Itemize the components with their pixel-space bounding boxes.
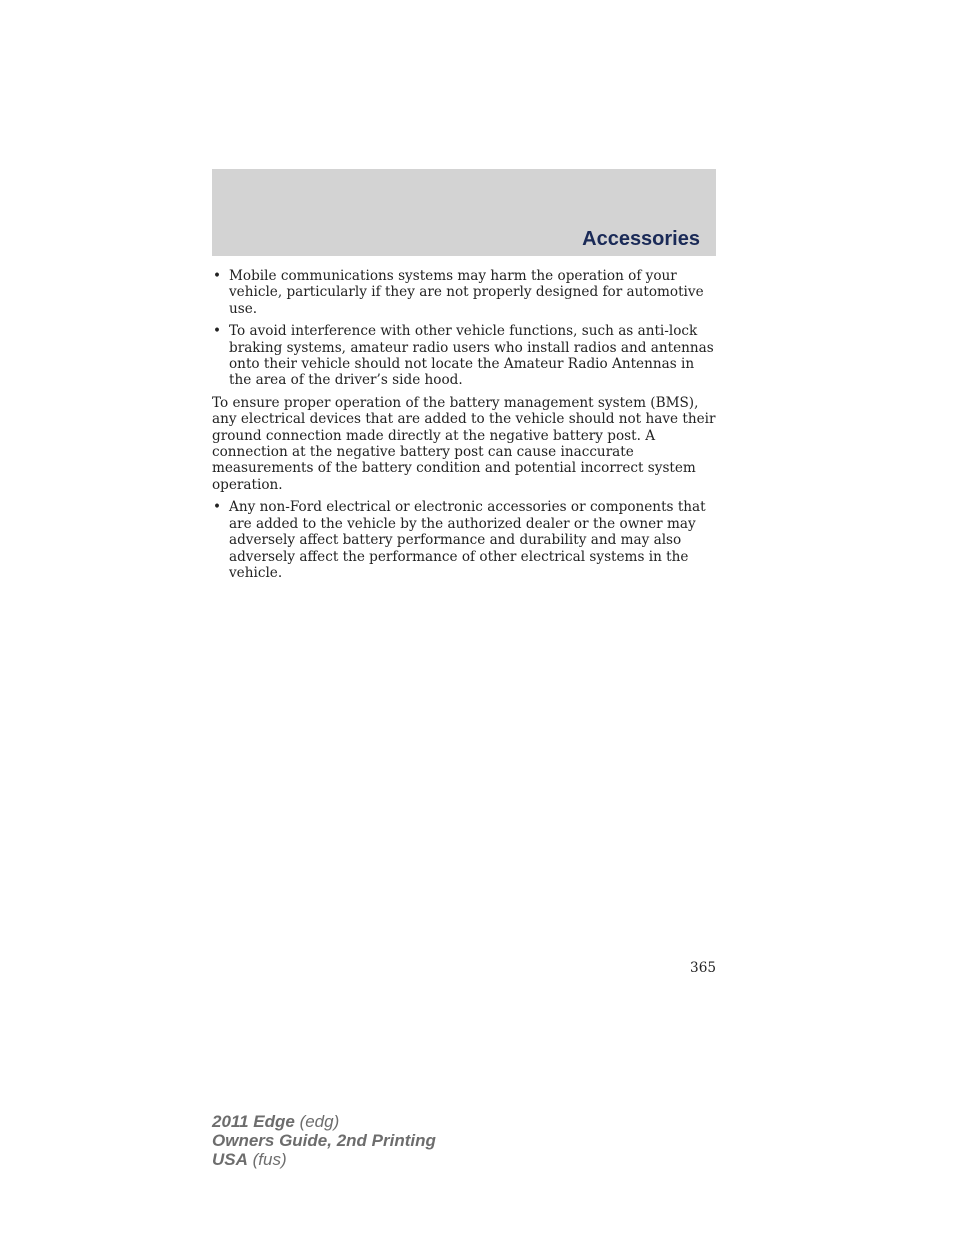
footer-model-name: 2011 Edge bbox=[212, 1112, 295, 1131]
section-header-band bbox=[212, 169, 716, 256]
section-title: Accessories bbox=[582, 228, 700, 250]
footer-line-market bbox=[212, 1150, 436, 1169]
page-content bbox=[212, 268, 716, 587]
bms-paragraph: To ensure proper operation of the battery management system (BMS), any electrical devices that are added to the vehicle should not have their ground connection made directly at the negative battery post. A connection at the negative battery post can cause inaccurate measurements of the battery condition and potential incorrect system operation. bbox=[212, 394, 716, 493]
bullet-glyph: • bbox=[213, 499, 222, 516]
list-item bbox=[212, 268, 716, 317]
page-number: 365 bbox=[690, 960, 716, 976]
document-footer bbox=[212, 1112, 436, 1169]
footer-line-model bbox=[212, 1112, 436, 1131]
list-item bbox=[212, 499, 716, 581]
list-item-text: Any non-Ford electrical or electronic accessories or components that are added to the vehicle by the authorized dealer or the owner may adversely affect battery performance and durability and may also adversely affect the performance of other electrical systems in the vehicle. bbox=[229, 499, 706, 581]
bullet-list-second bbox=[212, 499, 716, 581]
bullet-glyph: • bbox=[213, 268, 222, 284]
list-item bbox=[212, 323, 716, 389]
bullet-list-first bbox=[212, 268, 716, 389]
list-item-text: Mobile communications systems may harm the operation of your vehicle, particularly if they are not properly designed for automotive use. bbox=[229, 268, 704, 317]
footer-guide-name: Owners Guide, 2nd Printing bbox=[212, 1131, 436, 1150]
footer-market-name: USA bbox=[212, 1150, 248, 1169]
footer-market-code: (fus) bbox=[247, 1150, 287, 1169]
bullet-glyph: • bbox=[213, 323, 222, 340]
footer-line-guide bbox=[212, 1131, 436, 1150]
footer-model-code: (edg) bbox=[294, 1112, 340, 1131]
list-item-text: To avoid interference with other vehicle functions, such as anti-lock braking systems, amateur radio users who install radios and antennas onto their vehicle should not locate the Amateur Radio Antennas in the area of the driver’s side hood. bbox=[229, 323, 714, 389]
